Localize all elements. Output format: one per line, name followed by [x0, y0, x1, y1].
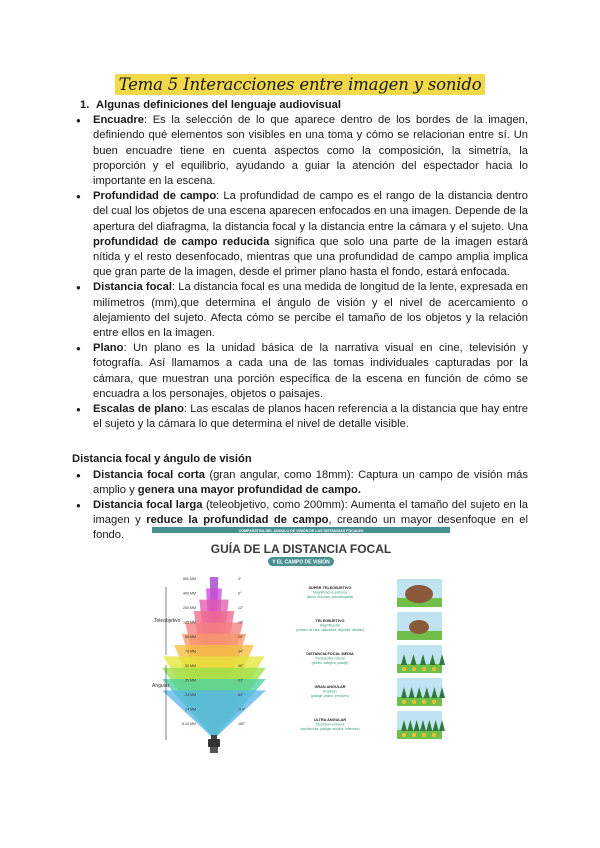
focal-mm-label: 200 MM: [183, 606, 196, 610]
label-teleobjetivo: Teleobjetivo: [154, 618, 181, 624]
section2-heading: Distancia focal y ángulo de visión: [72, 453, 252, 466]
flower-shape: [432, 733, 436, 737]
document-body: [72, 98, 528, 544]
term-focal-corta: Distancia focal corta: [93, 468, 205, 481]
moose-shape: [409, 620, 429, 634]
focal-mm-label: 70 MM: [185, 649, 196, 654]
banner-text: COMPARATIVA DEL ÁNGULO DE VISIÓN DE LAS DISTANCIAS FOCALES: [238, 529, 364, 533]
definition-text: , creando un mayor desenfoque en el fondo.: [93, 514, 529, 542]
term-focal-larga: Distancia focal larga: [93, 499, 203, 512]
focal-mm-label: 14 MM: [185, 707, 196, 712]
section1-number: 1.: [80, 99, 90, 111]
list-item: [72, 189, 528, 280]
definition-text: : Es la selección de lo que aparece dentro de los bordes de la imagen, definiendo qué elementos son visibles en una toma y cómo se relacionan entre sí. Un buen encuadre tiene en cuenta aspectos como la composición, la simetría, la proporción y el equilibrio, ayudando a guiar la atención del espectador hacia lo importante en la escena.: [93, 114, 528, 188]
category-name: TELEOBJETIVO: [315, 619, 345, 623]
focal-mm-label: 50 MM: [185, 664, 196, 668]
category-examples: (arquitectura, paisajes amplios, interiores): [300, 727, 360, 731]
focal-mm-label: 24 MM: [185, 693, 196, 697]
page-title: Tema 5 Interacciones entre imagen y sonido: [115, 74, 486, 95]
category-row: [300, 711, 445, 739]
category-desc: Ampliado: [322, 689, 338, 694]
focal-mm-label: 800 MM: [183, 577, 196, 581]
focal-angle-label: 180°: [238, 722, 246, 726]
focal-angle-label: 114°: [238, 707, 246, 712]
flower-shape: [422, 700, 426, 704]
list-item: [72, 280, 528, 341]
category-desc: Perspectiva natural: [315, 656, 345, 661]
category-row: [296, 612, 442, 640]
list-item: [72, 468, 528, 498]
category-name: ULTRA ANGULAR: [313, 718, 347, 722]
focal-mm-label: 400 MM: [183, 591, 196, 596]
focal-angle-label: 84°: [238, 693, 244, 697]
term-encuadre: Encuadre: [93, 114, 144, 127]
category-list: [296, 579, 445, 739]
focal-mm-label: 135 MM: [183, 620, 196, 625]
focal-angle-label: 6°: [238, 591, 242, 596]
focal-angle-label: 63°: [238, 678, 244, 683]
moose-shape: [405, 585, 433, 603]
focal-angle-label: 3°: [238, 577, 242, 581]
term-plano: Plano: [93, 342, 124, 355]
focal-angle-label: 12°: [238, 606, 244, 610]
focal-mm-label: 8-10 MM: [181, 722, 196, 726]
infographic-svg: [152, 527, 450, 759]
list-item: [72, 113, 528, 189]
flower-shape: [432, 700, 436, 704]
category-desc: Magnificación extrema: [313, 590, 347, 595]
term-profundidad: Profundidad de campo: [93, 190, 217, 203]
flower-shape: [412, 667, 416, 671]
category-examples: (retrato, callejera, paisaje): [311, 661, 349, 665]
section1-heading-text: Algunas definiciones del lenguaje audiovisual: [96, 99, 341, 111]
figure-subtitle: Y EL CAMPO DE VISIÓN: [272, 559, 330, 566]
focal-mm-label: 85 MM: [185, 635, 196, 639]
focal-angle-label: 28°: [238, 635, 244, 639]
label-angular: Angular: [152, 683, 170, 689]
term-distancia-focal: Distancia focal: [93, 281, 172, 294]
list-item: [72, 341, 528, 402]
definition-text: : Las escalas de planos hacen referencia a la distancia que hay entre el sujeto y la cámara lo que determina el nivel de detalle visible.: [93, 403, 528, 431]
term-reduce-profundidad: reduce la profundidad de campo: [146, 514, 329, 527]
category-row: [306, 645, 445, 673]
term-profundidad-reducida: profundidad de campo reducida: [93, 235, 270, 248]
camera-icon: [208, 735, 220, 753]
focal-mm-label: 35 MM: [185, 678, 196, 683]
flower-shape: [422, 667, 426, 671]
angle-fan: [162, 577, 266, 739]
category-examples: (fauna, deportes, astrofotografía): [306, 595, 354, 599]
flower-shape: [412, 733, 416, 737]
flower-shape: [422, 733, 426, 737]
section1-list: [72, 113, 528, 432]
definition-text: (gran angular, como 18mm): Captura un campo de visión más amplio y: [93, 468, 528, 496]
flower-shape: [402, 700, 406, 704]
definition-text: : La distancia focal es una medida de longitud de la lente, expresada en milímetros (mm),que determina el ángulo de visión y el nivel de acercamiento o alejamiento del sujeto. Afecta cómo se percibe el tamaño de los objetos y la relación entre ellos en la imagen.: [93, 281, 528, 340]
focal-angle-label: 46°: [238, 664, 244, 668]
category-row: [311, 678, 445, 706]
focal-length-infographic: [152, 527, 450, 759]
definition-text: : La profundidad de campo es el rango de la distancia dentro del cual los objetos de una escena aparecen enfocados en una imagen. Depende de la apertura del diafragma, la distancia focal y la distancia entre la cámara y el sujeto. Una: [93, 190, 528, 233]
definition-text: : Un plano es la unidad básica de la narrativa visual en cine, televisión y fotografía. Así llamamos a cada una de las tomas individuales capturadas por la cámara, que muestran una porción específica de la escena en función de cómo se encuadra a los personajes, objetos o paisajes.: [93, 342, 528, 400]
flower-shape: [412, 700, 416, 704]
category-row: [307, 579, 442, 607]
term-escalas: Escalas de plano: [93, 403, 184, 416]
fan-wedge: [162, 690, 266, 739]
category-desc: Magnificación: [319, 623, 341, 628]
category-name: SUPER TELEOBJETIVO: [308, 586, 352, 590]
term-mayor-profundidad: genera una mayor profundidad de campo.: [137, 483, 361, 496]
category-examples: (paisaje urbano, interiores): [311, 694, 349, 698]
flower-shape: [402, 733, 406, 737]
category-name: GRAN ANGULAR: [314, 685, 346, 689]
focal-angle-label: 34°: [238, 649, 244, 654]
focal-angle-label: 18°: [238, 620, 244, 625]
list-item: [72, 402, 528, 432]
category-desc: Distorsión extrema: [315, 722, 345, 727]
title-wrapper: [0, 74, 600, 95]
flower-shape: [402, 667, 406, 671]
definition-text: significa que solo una parte de la imagen estará nítida y el resto desenfocado, mientras que una profundidad de campo amplia implica que gran parte de la imagen, desde el primer plano hasta el fondo, estará enfocada.: [93, 235, 528, 279]
section1-heading: [80, 98, 528, 113]
category-name: DISTANCIA FOCAL MEDIA: [306, 652, 354, 656]
flower-shape: [432, 667, 436, 671]
category-examples: (retratos de cara, naturaleza, deportes, detalles): [295, 628, 365, 632]
figure-title: GUÍA DE LA DISTANCIA FOCAL: [210, 542, 392, 556]
definition-text: (teleobjetivo, como 200mm): Aumenta el tamaño del sujeto en la imagen y: [93, 499, 528, 527]
